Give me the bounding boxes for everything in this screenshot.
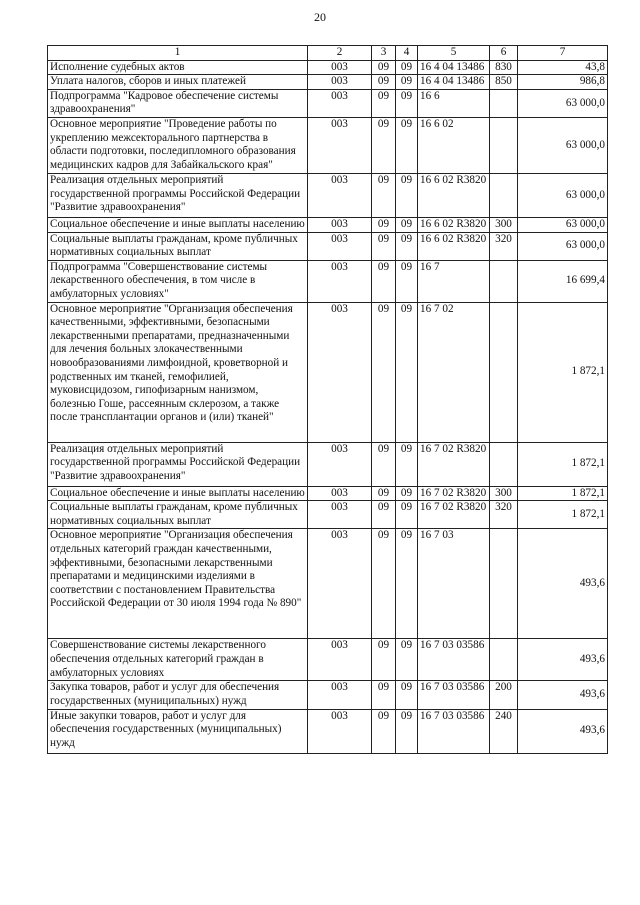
table-row	[48, 60, 608, 75]
row-target-cell: 16 7 02 R3820	[418, 442, 490, 486]
row-name-cell: Уплата налогов, сборов и иных платежей	[48, 75, 308, 90]
row-subsection-cell: 09	[396, 75, 418, 90]
row-target-cell: 16 6 02 R3820	[418, 173, 490, 217]
table-row	[48, 217, 608, 232]
row-name-cell: Социальные выплаты гражданам, кроме публичных нормативных социальных выплат	[48, 501, 308, 529]
row-target-cell: 16 7 02 R3820	[418, 501, 490, 529]
header-cell: 1	[48, 46, 308, 61]
table-row	[48, 173, 608, 217]
header-cell: 3	[372, 46, 396, 61]
row-section-cell: 09	[372, 302, 396, 442]
row-admin-cell: 003	[308, 217, 372, 232]
row-exptype-cell	[490, 442, 518, 486]
row-amount-cell: 63 000,0	[518, 173, 608, 217]
row-section-cell: 09	[372, 232, 396, 260]
row-target-cell: 16 6 02	[418, 117, 490, 173]
row-name-cell: Основное мероприятие "Организация обеспечения качественными, эффективными, безопасными лекарственными препаратами, предназначенными для лечения больных злокачественными новообразованиями лимфоидной, кроветворной и родственных им тканей, гемофилией, муковисцидозом, гипофизарным нанизмом, болезнью Гоше, рассеянным склерозом, а также после трансплантации органов и (или) тканей"	[48, 302, 308, 442]
table-row	[48, 75, 608, 90]
row-amount-cell: 493,6	[518, 639, 608, 681]
row-name-cell: Реализация отдельных мероприятий государственной программы Российской Федерации "Развитие здравоохранения"	[48, 442, 308, 486]
table-row	[48, 260, 608, 302]
row-target-cell: 16 7 03 03586	[418, 639, 490, 681]
row-amount-cell: 493,6	[518, 709, 608, 753]
row-exptype-cell: 200	[490, 681, 518, 709]
row-subsection-cell: 09	[396, 529, 418, 639]
row-amount-cell: 16 699,4	[518, 260, 608, 302]
row-name-cell: Исполнение судебных актов	[48, 60, 308, 75]
row-admin-cell: 003	[308, 117, 372, 173]
row-target-cell: 16 7 03 03586	[418, 681, 490, 709]
row-exptype-cell: 240	[490, 709, 518, 753]
row-section-cell: 09	[372, 117, 396, 173]
row-amount-cell: 63 000,0	[518, 89, 608, 117]
row-exptype-cell	[490, 260, 518, 302]
row-target-cell: 16 7 03 03586	[418, 709, 490, 753]
row-subsection-cell: 09	[396, 217, 418, 232]
row-admin-cell: 003	[308, 75, 372, 90]
row-admin-cell: 003	[308, 60, 372, 75]
row-subsection-cell: 09	[396, 639, 418, 681]
row-name-cell: Социальные выплаты гражданам, кроме публичных нормативных социальных выплат	[48, 232, 308, 260]
row-section-cell: 09	[372, 501, 396, 529]
row-target-cell: 16 6 02 R3820	[418, 217, 490, 232]
row-section-cell: 09	[372, 75, 396, 90]
row-target-cell: 16 7 03	[418, 529, 490, 639]
row-section-cell: 09	[372, 217, 396, 232]
row-subsection-cell: 09	[396, 89, 418, 117]
header-cell: 5	[418, 46, 490, 61]
row-section-cell: 09	[372, 442, 396, 486]
row-target-cell: 16 7	[418, 260, 490, 302]
table-row	[48, 709, 608, 753]
row-subsection-cell: 09	[396, 486, 418, 501]
table-row	[48, 639, 608, 681]
row-amount-cell: 1 872,1	[518, 442, 608, 486]
row-subsection-cell: 09	[396, 117, 418, 173]
row-exptype-cell: 850	[490, 75, 518, 90]
row-section-cell: 09	[372, 260, 396, 302]
table-row	[48, 529, 608, 639]
row-section-cell: 09	[372, 173, 396, 217]
row-name-cell: Основное мероприятие "Организация обеспечения отдельных категорий граждан качественными, эффективными, безопасными лекарственными препаратами и медицинскими изделиями в соответствии с постановлением Правительства Российской Федерации от 30 июля 1994 года № 890"	[48, 529, 308, 639]
row-amount-cell: 63 000,0	[518, 217, 608, 232]
row-amount-cell: 1 872,1	[518, 501, 608, 529]
row-exptype-cell: 300	[490, 486, 518, 501]
budget-table	[47, 45, 608, 754]
header-cell: 2	[308, 46, 372, 61]
row-admin-cell: 003	[308, 89, 372, 117]
page-number: 20	[314, 10, 326, 24]
row-exptype-cell: 300	[490, 217, 518, 232]
row-exptype-cell: 320	[490, 501, 518, 529]
row-admin-cell: 003	[308, 639, 372, 681]
row-section-cell: 09	[372, 639, 396, 681]
row-target-cell: 16 6	[418, 89, 490, 117]
row-section-cell: 09	[372, 529, 396, 639]
row-subsection-cell: 09	[396, 709, 418, 753]
row-subsection-cell: 09	[396, 260, 418, 302]
table-row	[48, 232, 608, 260]
row-admin-cell: 003	[308, 442, 372, 486]
row-exptype-cell	[490, 302, 518, 442]
header-cell: 4	[396, 46, 418, 61]
row-name-cell: Реализация отдельных мероприятий государственной программы Российской Федерации "Развитие здравоохранения"	[48, 173, 308, 217]
row-exptype-cell	[490, 173, 518, 217]
row-target-cell: 16 7 02 R3820	[418, 486, 490, 501]
row-exptype-cell	[490, 639, 518, 681]
row-admin-cell: 003	[308, 232, 372, 260]
row-admin-cell: 003	[308, 709, 372, 753]
row-subsection-cell: 09	[396, 60, 418, 75]
row-amount-cell: 1 872,1	[518, 302, 608, 442]
row-subsection-cell: 09	[396, 173, 418, 217]
row-admin-cell: 003	[308, 486, 372, 501]
header-cell: 6	[490, 46, 518, 61]
table-row	[48, 89, 608, 117]
row-amount-cell: 986,8	[518, 75, 608, 90]
row-section-cell: 09	[372, 709, 396, 753]
row-amount-cell: 493,6	[518, 681, 608, 709]
table-row	[48, 117, 608, 173]
row-subsection-cell: 09	[396, 442, 418, 486]
row-subsection-cell: 09	[396, 501, 418, 529]
row-target-cell: 16 7 02	[418, 302, 490, 442]
row-admin-cell: 003	[308, 529, 372, 639]
row-subsection-cell: 09	[396, 681, 418, 709]
row-exptype-cell	[490, 529, 518, 639]
row-section-cell: 09	[372, 681, 396, 709]
row-amount-cell: 1 872,1	[518, 486, 608, 501]
row-name-cell: Социальное обеспечение и иные выплаты населению	[48, 217, 308, 232]
row-admin-cell: 003	[308, 302, 372, 442]
row-amount-cell: 63 000,0	[518, 117, 608, 173]
row-target-cell: 16 4 04 13486	[418, 75, 490, 90]
row-name-cell: Закупка товаров, работ и услуг для обеспечения государственных (муниципальных) нужд	[48, 681, 308, 709]
row-name-cell: Социальное обеспечение и иные выплаты населению	[48, 486, 308, 501]
row-section-cell: 09	[372, 486, 396, 501]
table-row	[48, 486, 608, 501]
table-row	[48, 442, 608, 486]
row-subsection-cell: 09	[396, 232, 418, 260]
row-exptype-cell: 320	[490, 232, 518, 260]
row-exptype-cell	[490, 89, 518, 117]
row-subsection-cell: 09	[396, 302, 418, 442]
row-amount-cell: 63 000,0	[518, 232, 608, 260]
table-header-row	[48, 46, 608, 61]
row-section-cell: 09	[372, 89, 396, 117]
row-exptype-cell: 830	[490, 60, 518, 75]
row-amount-cell: 493,6	[518, 529, 608, 639]
row-section-cell: 09	[372, 60, 396, 75]
table-row	[48, 302, 608, 442]
table-row	[48, 501, 608, 529]
row-name-cell: Подпрограмма "Совершенствование системы лекарственного обеспечения, в том числе в амбулаторных условиях"	[48, 260, 308, 302]
row-name-cell: Иные закупки товаров, работ и услуг для обеспечения государственных (муниципальных) нужд	[48, 709, 308, 753]
row-exptype-cell	[490, 117, 518, 173]
row-target-cell: 16 6 02 R3820	[418, 232, 490, 260]
row-name-cell: Подпрограмма "Кадровое обеспечение системы здравоохранения"	[48, 89, 308, 117]
header-cell: 7	[518, 46, 608, 61]
row-admin-cell: 003	[308, 260, 372, 302]
table-row	[48, 681, 608, 709]
row-admin-cell: 003	[308, 501, 372, 529]
row-admin-cell: 003	[308, 173, 372, 217]
row-admin-cell: 003	[308, 681, 372, 709]
row-name-cell: Основное мероприятие "Проведение работы по укреплению межсекторального партнерства в области подготовки, последипломного образования медицинских кадров для Забайкальского края"	[48, 117, 308, 173]
row-target-cell: 16 4 04 13486	[418, 60, 490, 75]
row-amount-cell: 43,8	[518, 60, 608, 75]
row-name-cell: Совершенствование системы лекарственного обеспечения отдельных категорий граждан в амбулаторных условиях	[48, 639, 308, 681]
